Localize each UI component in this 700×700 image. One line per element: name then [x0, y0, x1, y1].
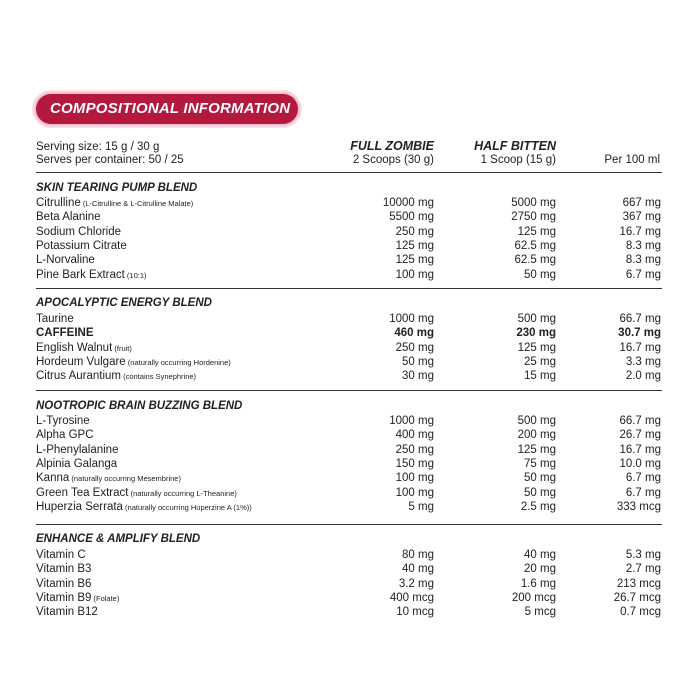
half-bitten-amount: 125 mg: [517, 225, 556, 238]
col-half-bitten: HALF BITTEN: [474, 139, 556, 153]
ingredient-name: [36, 577, 91, 591]
full-zombie-amount: 1000 mg: [389, 313, 434, 325]
ingredient-label: L-Phenylalanine: [36, 443, 119, 456]
badge-label: COMPOSITIONAL INFORMATION: [50, 100, 291, 117]
ingredient-label: L-Tyrosine: [36, 415, 90, 427]
ingredient-note: (10:1): [124, 270, 147, 280]
ingredient-name: [36, 428, 94, 442]
full-zombie-amount: 5500 mg: [389, 211, 434, 224]
ingredient-note: (contains Synephrine): [121, 372, 197, 382]
half-bitten-amount: 40 mg: [524, 549, 556, 561]
half-bitten-amount: 62.5 mg: [514, 239, 556, 252]
ingredient-name: [36, 562, 91, 576]
per-100ml-amount: 8.3 mg: [625, 239, 661, 252]
section-divider: [36, 172, 662, 173]
ingredient-label: Citrulline: [36, 197, 81, 209]
per-100ml-amount: 66.7 mg: [619, 415, 661, 427]
ingredient-name: [36, 591, 119, 606]
half-bitten-amount: 25 mg: [524, 355, 556, 368]
per-100ml-amount: 16.7 mg: [619, 341, 661, 354]
ingredient-label: Beta Alanine: [36, 211, 101, 224]
per-100ml-amount: 667 mg: [622, 197, 661, 209]
full-zombie-amount: 5 mg: [408, 500, 434, 513]
half-bitten-amount: 15 mg: [524, 370, 556, 383]
half-bitten-amount: 230 mg: [516, 327, 556, 340]
ingredient-note: (fruit): [112, 343, 132, 353]
ingredient-name: [36, 548, 86, 562]
full-zombie-amount: 1000 mg: [389, 415, 434, 427]
ingredient-label: English Walnut: [36, 341, 113, 354]
ingredient-note: (naturally occurring Huperzine A (1%)): [122, 502, 252, 512]
ingredient-label: Hordeum Vulgare: [36, 355, 126, 368]
ingredient-name: [36, 253, 95, 267]
per-100ml-amount: 0.7 mcg: [620, 606, 661, 619]
ingredient-name: [36, 605, 98, 619]
ingredient-name: [36, 457, 117, 471]
section-divider: [36, 524, 662, 525]
ingredient-label: Vitamin B3: [36, 563, 92, 576]
per-100ml-amount: 16.7 mg: [619, 225, 661, 238]
ingredient-note: (L-Citrulline & L-Citrulline Malate): [80, 199, 194, 208]
ingredient-label: Vitamin C: [36, 549, 86, 561]
half-bitten-amount: 125 mg: [517, 341, 556, 354]
per-100ml-amount: 2.0 mg: [625, 370, 661, 383]
ingredient-name: [36, 210, 101, 224]
full-zombie-amount: 460 mg: [394, 327, 434, 340]
full-zombie-amount: 50 mg: [402, 355, 434, 368]
ingredient-label: Alpha GPC: [36, 429, 94, 442]
ingredient-name: [36, 268, 147, 283]
half-bitten-amount: 125 mg: [517, 443, 556, 456]
full-zombie-amount: 10000 mg: [382, 197, 434, 209]
full-zombie-amount: 30 mg: [402, 370, 434, 383]
ingredient-label: Sodium Chloride: [36, 225, 122, 238]
per-100ml-amount: 30.7 mg: [618, 327, 661, 340]
blend-title: NOOTROPIC BRAIN BUZZING BLEND: [36, 400, 243, 412]
col-full-zombie: FULL ZOMBIE: [350, 139, 434, 153]
ingredient-label: L-Norvaline: [36, 254, 95, 267]
ingredient-note: (naturally occurring Hordenine): [125, 357, 231, 367]
per-100ml-amount: 26.7 mg: [619, 429, 661, 442]
full-zombie-amount: 100 mg: [395, 268, 434, 281]
ingredient-label: Vitamin B6: [36, 577, 92, 590]
section-divider: [36, 390, 662, 391]
ingredient-name: [36, 443, 118, 457]
per-100ml-amount: 26.7 mcg: [613, 591, 661, 604]
section-badge: [36, 94, 298, 124]
per-100ml-amount: 333 mcg: [616, 500, 661, 513]
ingredient-name: [36, 341, 132, 356]
ingredient-name: [36, 471, 181, 486]
ingredient-note: (naturally occurring L-Theanine): [128, 488, 237, 498]
ingredient-label: Potassium Citrate: [36, 239, 127, 252]
half-bitten-amount: 50 mg: [524, 472, 556, 485]
serving-size: Serving size: 15 g / 30 g: [36, 141, 160, 153]
full-zombie-amount: 80 mg: [402, 549, 434, 561]
half-bitten-amount: 1.6 mg: [520, 577, 556, 590]
ingredient-name: [36, 326, 94, 340]
per-100ml-amount: 6.7 mg: [625, 268, 661, 281]
ingredient-label: Huperzia Serrata: [36, 500, 123, 513]
half-bitten-amount: 75 mg: [524, 457, 556, 470]
half-bitten-amount: 500 mg: [517, 415, 556, 427]
full-zombie-amount: 250 mg: [395, 225, 434, 238]
blend-title: ENHANCE & AMPLIFY BLEND: [36, 533, 201, 545]
full-zombie-amount: 10 mcg: [396, 606, 434, 619]
half-bitten-amount: 2750 mg: [511, 211, 556, 224]
per-100ml-amount: 6.7 mg: [625, 486, 661, 499]
ingredient-label: Pine Bark Extract: [36, 268, 125, 281]
half-bitten-amount: 5 mcg: [524, 606, 556, 619]
ingredient-label: Taurine: [36, 313, 74, 325]
ingredient-name: [36, 355, 231, 370]
ingredient-name: [36, 239, 127, 253]
ingredient-name: [36, 369, 196, 384]
per-100ml-amount: 367 mg: [622, 211, 661, 224]
half-bitten-amount: 20 mg: [524, 563, 556, 576]
ingredient-label: Kanna: [36, 472, 70, 485]
half-bitten-amount: 50 mg: [524, 486, 556, 499]
half-bitten-amount: 62.5 mg: [514, 254, 556, 267]
per-100ml-amount: 5.3 mg: [625, 549, 661, 561]
half-bitten-amount: 200 mcg: [511, 591, 556, 604]
ingredient-label: Green Tea Extract: [36, 486, 129, 499]
per-100ml-amount: 8.3 mg: [625, 254, 661, 267]
per-100ml-amount: 2.7 mg: [625, 563, 661, 576]
full-zombie-amount: 125 mg: [395, 254, 434, 267]
full-zombie-amount: 250 mg: [395, 443, 434, 456]
full-zombie-amount: 100 mg: [395, 486, 434, 499]
ingredient-name: [36, 312, 74, 326]
ingredient-name: [36, 414, 90, 428]
per-100ml-amount: 213 mcg: [616, 577, 661, 590]
serves-per-container: Serves per container: 50 / 25: [36, 154, 184, 166]
per-100ml-amount: 10.0 mg: [619, 457, 661, 470]
ingredient-label: Citrus Aurantium: [36, 370, 122, 383]
ingredient-label: CAFFEINE: [36, 327, 94, 340]
ingredient-name: [36, 500, 252, 515]
full-zombie-amount: 100 mg: [395, 472, 434, 485]
blend-title: APOCALYPTIC ENERGY BLEND: [36, 297, 212, 309]
col-full-zombie-sub: 2 Scoops (30 g): [352, 154, 434, 166]
full-zombie-amount: 3.2 mg: [398, 577, 434, 590]
ingredient-name: [36, 486, 237, 501]
per-100ml-amount: 66.7 mg: [619, 313, 661, 325]
half-bitten-amount: 500 mg: [517, 313, 556, 325]
ingredient-name: [36, 196, 193, 211]
per-100ml-amount: 16.7 mg: [619, 443, 661, 456]
half-bitten-amount: 200 mg: [517, 429, 556, 442]
full-zombie-amount: 400 mcg: [389, 591, 434, 604]
col-half-bitten-sub: 1 Scoop (15 g): [480, 154, 556, 166]
per-100ml-amount: 3.3 mg: [625, 355, 661, 368]
full-zombie-amount: 150 mg: [395, 457, 434, 470]
full-zombie-amount: 125 mg: [395, 239, 434, 252]
section-divider: [36, 288, 662, 289]
blend-title: SKIN TEARING PUMP BLEND: [36, 182, 198, 194]
ingredient-label: Alpinia Galanga: [36, 457, 118, 470]
full-zombie-amount: 250 mg: [395, 341, 434, 354]
ingredient-label: Vitamin B12: [36, 606, 98, 619]
ingredient-note: (naturally occurring Mesembrine): [69, 474, 181, 484]
full-zombie-amount: 40 mg: [402, 563, 434, 576]
ingredient-note: (Folate): [91, 593, 120, 603]
half-bitten-amount: 5000 mg: [511, 197, 556, 209]
ingredient-name: [36, 225, 121, 239]
full-zombie-amount: 400 mg: [395, 429, 434, 442]
col-per-100ml: Per 100 ml: [604, 154, 660, 166]
half-bitten-amount: 2.5 mg: [520, 500, 556, 513]
per-100ml-amount: 6.7 mg: [625, 472, 661, 485]
ingredient-label: Vitamin B9: [36, 591, 92, 604]
half-bitten-amount: 50 mg: [524, 268, 556, 281]
